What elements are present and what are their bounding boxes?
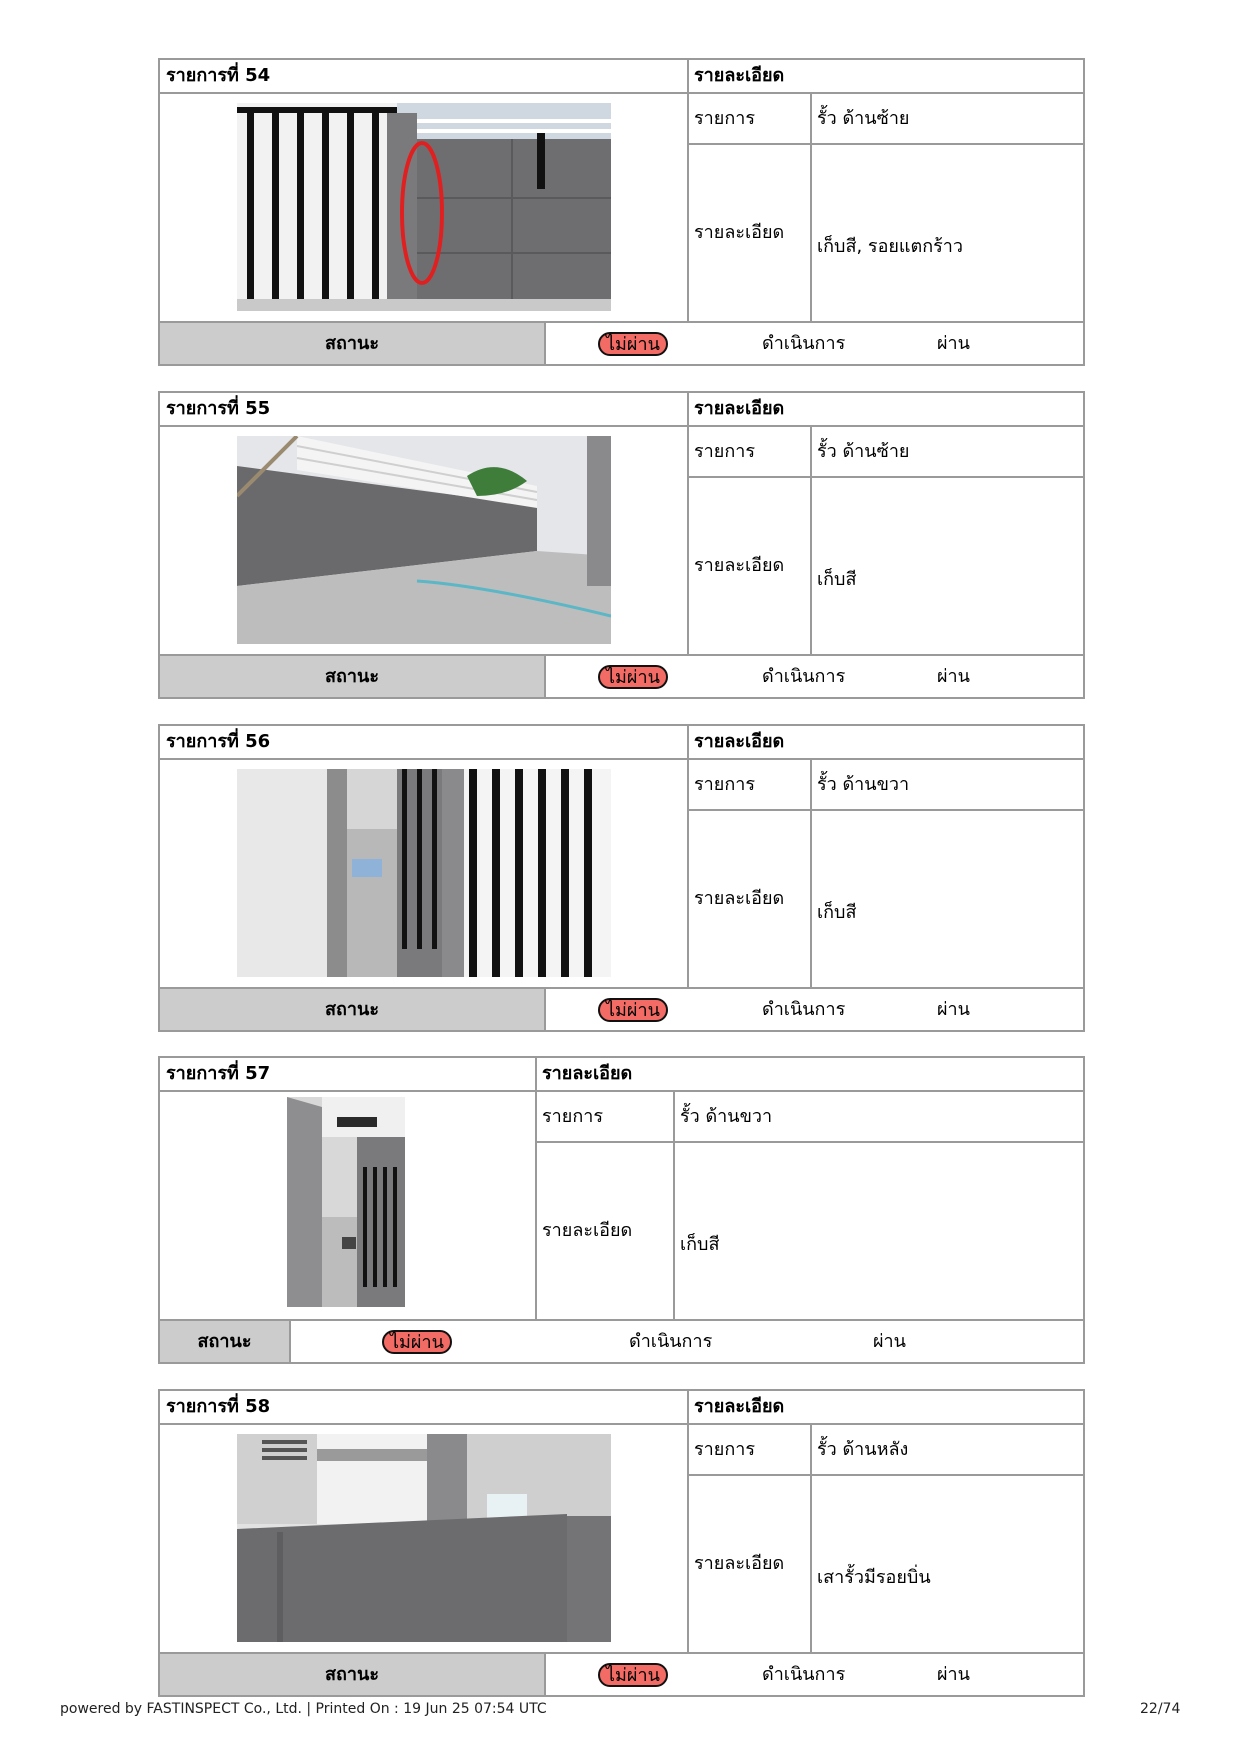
photo-fence-left-wall[interactable] xyxy=(237,436,611,644)
photo-fence-back[interactable] xyxy=(237,1434,611,1642)
detail-header: รายละเอียด xyxy=(694,398,785,419)
footer-text: powered by FASTINSPECT Co., Ltd. | Printed On : 19 Jun 25 07:54 UTC xyxy=(60,1701,547,1717)
detail-value: เก็บสี xyxy=(680,1234,720,1255)
status-option-fail[interactable]: ไม่ผ่าน xyxy=(598,998,668,1022)
status-option-in-progress[interactable]: ดำเนินการ xyxy=(762,666,846,687)
status-option-pass[interactable]: ผ่าน xyxy=(937,666,970,687)
status-option-fail[interactable]: ไม่ผ่าน xyxy=(598,332,668,356)
status-row xyxy=(160,987,1083,1030)
item-header xyxy=(160,1058,1083,1092)
detail-header: รายละเอียด xyxy=(542,1063,633,1084)
status-option-pass[interactable]: ผ่าน xyxy=(873,1331,906,1352)
photo-fence-left-gate[interactable] xyxy=(237,103,611,311)
photo-fence-right-side[interactable] xyxy=(237,769,611,977)
inspection-item-57 xyxy=(158,1056,1085,1364)
item-header xyxy=(160,393,1083,427)
detail-header: รายละเอียด xyxy=(694,1396,785,1417)
detail-header: รายละเอียด xyxy=(694,65,785,86)
item-title: รายการที่ 56 xyxy=(166,731,271,752)
detail-label: รายละเอียด xyxy=(694,1553,785,1574)
status-label: สถานะ xyxy=(160,656,544,697)
status-option-pass[interactable]: ผ่าน xyxy=(937,333,970,354)
item-title: รายการที่ 58 xyxy=(166,1396,271,1417)
item-value: รั้ว ด้านหลัง xyxy=(817,1439,909,1460)
item-label: รายการ xyxy=(694,774,755,795)
inspection-item-54 xyxy=(158,58,1085,366)
status-row xyxy=(160,654,1083,697)
inspection-item-56 xyxy=(158,724,1085,1032)
detail-label: รายละเอียด xyxy=(694,222,785,243)
detail-label: รายละเอียด xyxy=(694,555,785,576)
page-number: 22/74 xyxy=(1140,1701,1181,1717)
item-label: รายการ xyxy=(694,108,755,129)
detail-value: เก็บสี xyxy=(817,569,857,590)
status-option-fail[interactable]: ไม่ผ่าน xyxy=(598,665,668,689)
item-value: รั้ว ด้านซ้าย xyxy=(817,441,910,462)
item-value: รั้ว ด้านซ้าย xyxy=(817,108,910,129)
status-label: สถานะ xyxy=(160,989,544,1030)
inspection-item-55 xyxy=(158,391,1085,699)
item-value: รั้ว ด้านขวา xyxy=(680,1106,773,1127)
item-header xyxy=(160,1391,1083,1425)
detail-header: รายละเอียด xyxy=(694,731,785,752)
detail-value: เก็บสี xyxy=(817,902,857,923)
item-header xyxy=(160,60,1083,94)
status-row xyxy=(160,321,1083,364)
status-label: สถานะ xyxy=(160,323,544,364)
status-option-in-progress[interactable]: ดำเนินการ xyxy=(762,1664,846,1685)
detail-label: รายละเอียด xyxy=(542,1220,633,1241)
status-option-fail[interactable]: ไม่ผ่าน xyxy=(382,1330,452,1354)
status-label: สถานะ xyxy=(160,1321,289,1362)
inspection-item-58 xyxy=(158,1389,1085,1697)
detail-value: เสารั้วมีรอยบิ่น xyxy=(817,1567,931,1588)
detail-label: รายละเอียด xyxy=(694,888,785,909)
item-label: รายการ xyxy=(542,1106,603,1127)
item-label: รายการ xyxy=(694,441,755,462)
status-option-pass[interactable]: ผ่าน xyxy=(937,1664,970,1685)
status-option-in-progress[interactable]: ดำเนินการ xyxy=(762,333,846,354)
item-title: รายการที่ 54 xyxy=(166,65,271,86)
status-row xyxy=(160,1319,1083,1362)
detail-value: เก็บสี, รอยแตกร้าว xyxy=(817,236,964,257)
status-label: สถานะ xyxy=(160,1654,544,1695)
status-row xyxy=(160,1652,1083,1695)
photo-fence-right-portrait[interactable] xyxy=(287,1097,405,1307)
status-option-in-progress[interactable]: ดำเนินการ xyxy=(629,1331,713,1352)
item-label: รายการ xyxy=(694,1439,755,1460)
status-option-in-progress[interactable]: ดำเนินการ xyxy=(762,999,846,1020)
status-option-pass[interactable]: ผ่าน xyxy=(937,999,970,1020)
item-title: รายการที่ 57 xyxy=(166,1063,271,1084)
status-option-fail[interactable]: ไม่ผ่าน xyxy=(598,1663,668,1687)
item-value: รั้ว ด้านขวา xyxy=(817,774,910,795)
item-title: รายการที่ 55 xyxy=(166,398,271,419)
item-header xyxy=(160,726,1083,760)
